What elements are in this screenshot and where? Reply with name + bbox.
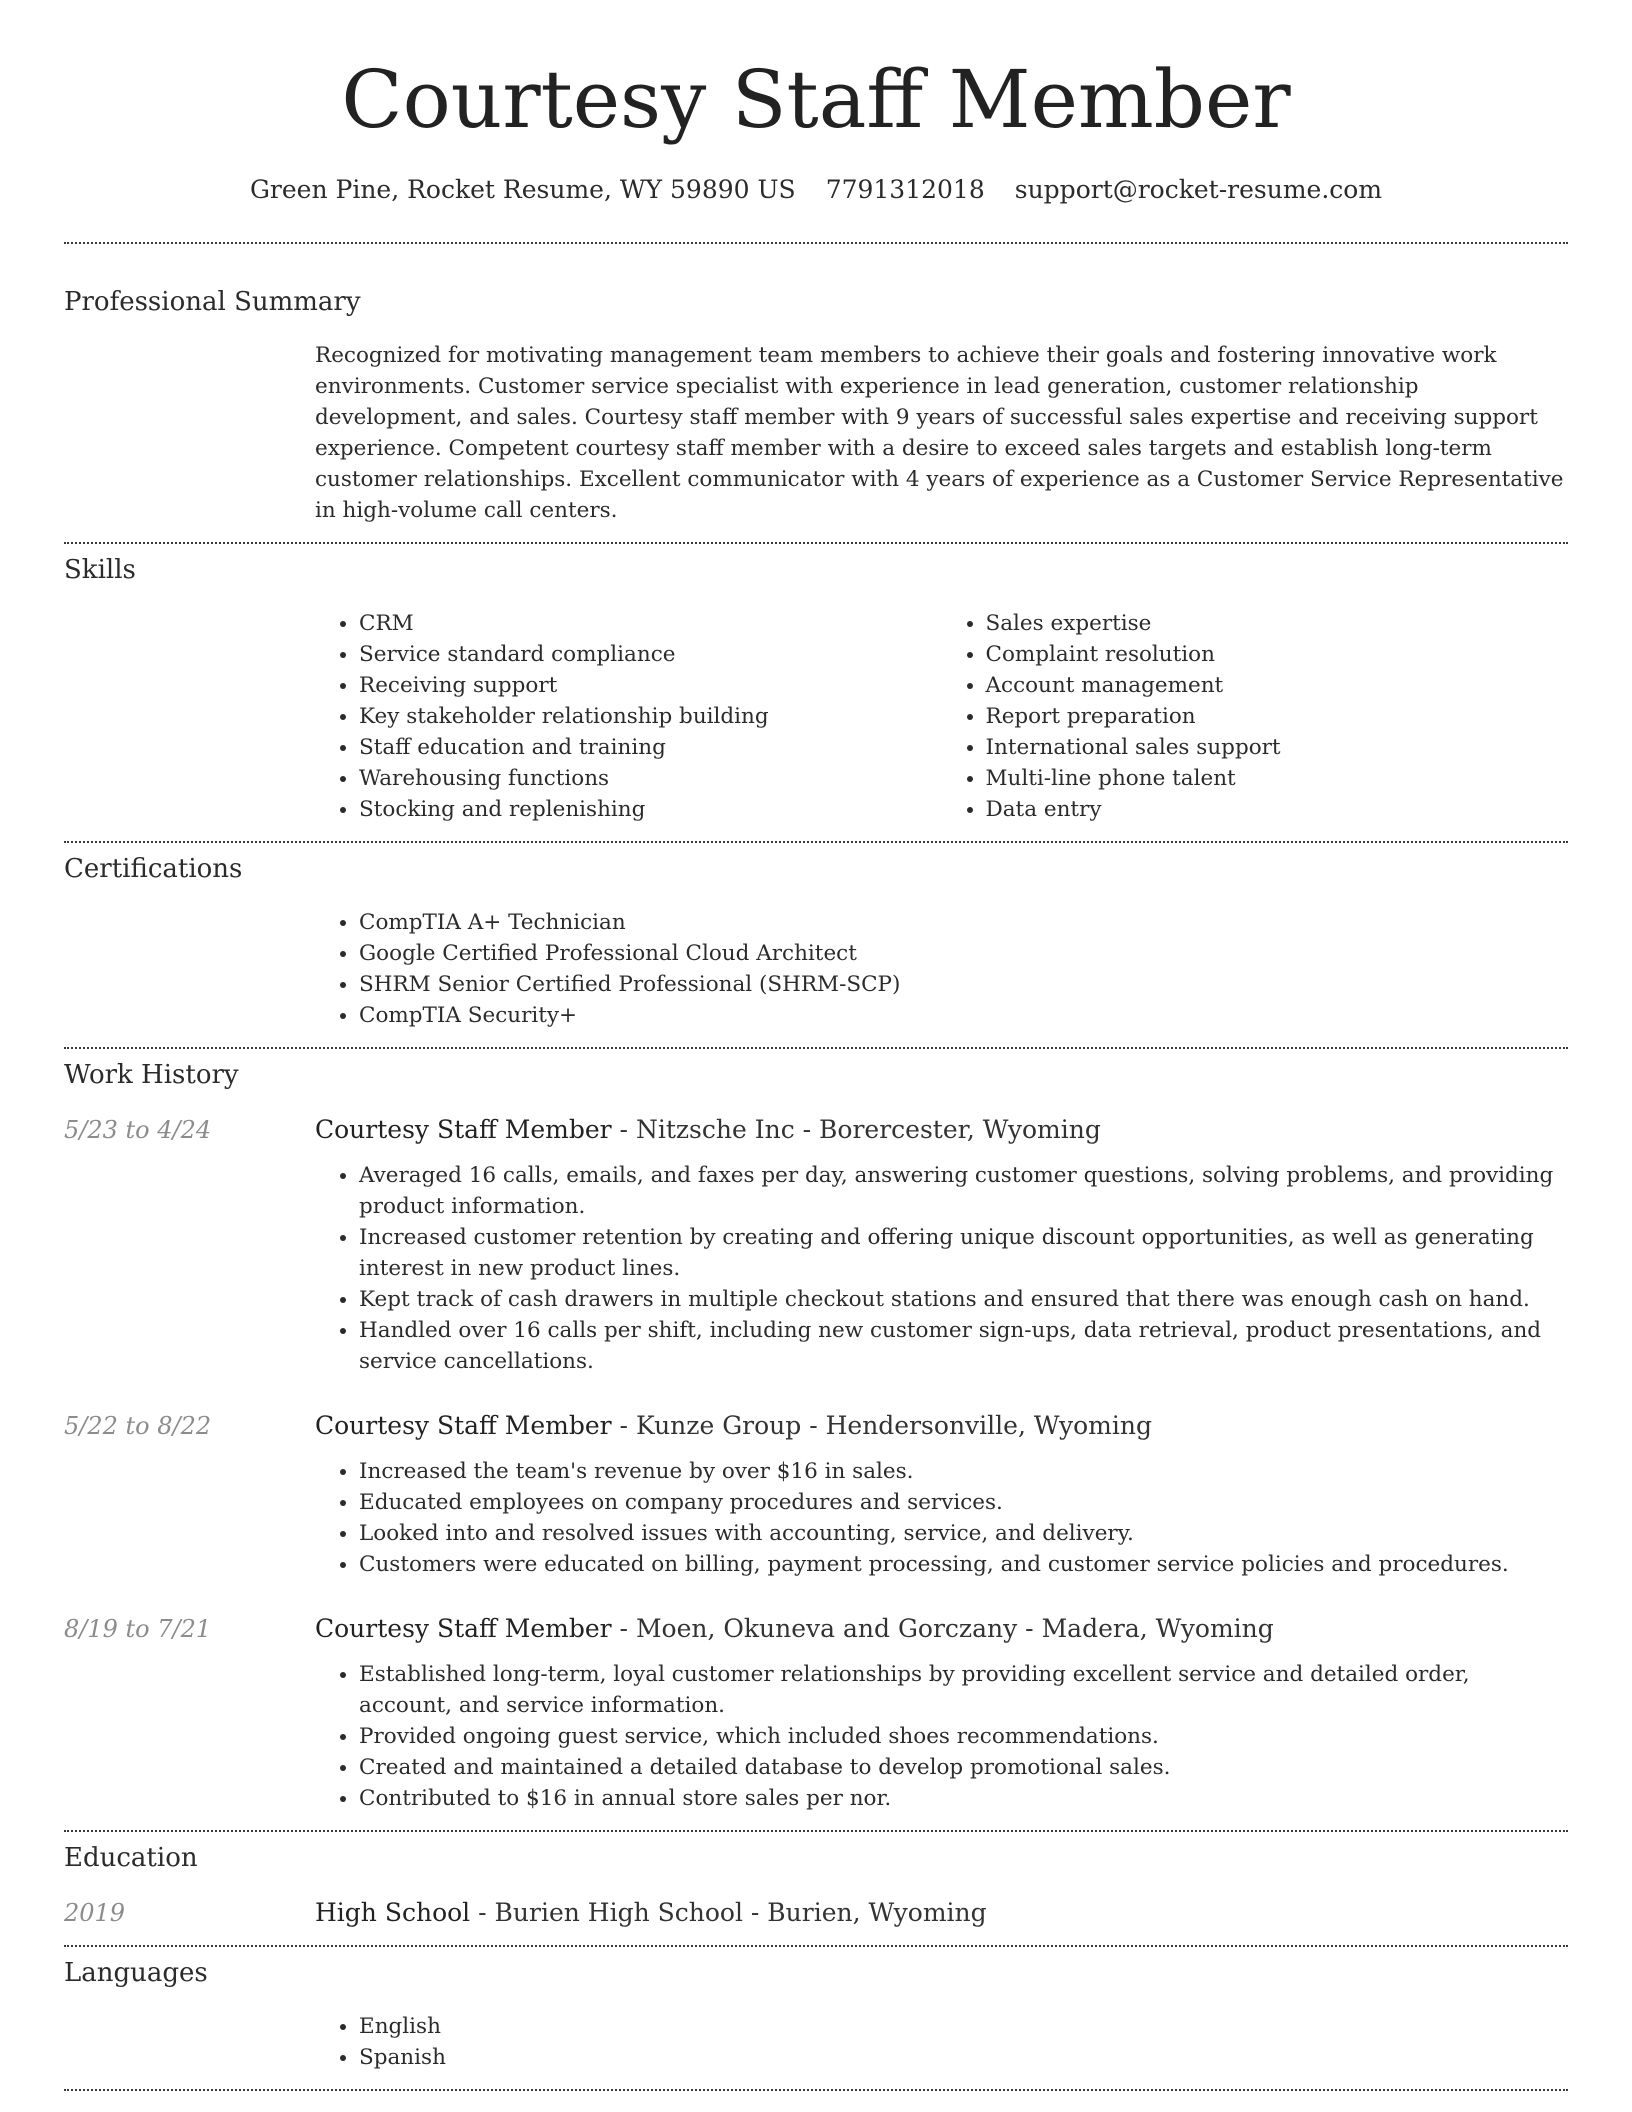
skill-item: • Data entry — [986, 794, 1569, 825]
job-details — [315, 1456, 1568, 1580]
job-role: Courtesy Staff Member — [315, 1614, 612, 1643]
job-bullet: • Looked into and resolved issues with accounting, service, and delivery. — [359, 1518, 1568, 1549]
languages-section — [64, 1947, 1568, 2073]
certification-item: • CompTIA Security+ — [359, 1000, 1568, 1031]
education-entry — [64, 1898, 1568, 1927]
certifications-section — [64, 843, 1568, 1031]
languages-list — [315, 2011, 1568, 2073]
education-heading: Education — [64, 1843, 198, 1873]
summary-text: Recognized for motivating management team members to achieve their goals and fostering innovative work environments. Customer service specialist with experience in lead generation, customer relationship development, and sales. Courtesy staff member with 9 years of successful sales expertise and receiving support experience. Competent courtesy staff member with a desire to exceed sales targets and establish long-term customer relationships. Excellent communicator with 4 years of experience as a Customer Service Representative in high-volume call centers. — [315, 343, 1564, 523]
job-dates: 5/23 to 4/24 — [64, 1116, 212, 1144]
skill-item: • Receiving support — [359, 670, 942, 701]
job-entry — [64, 1411, 1568, 1580]
language-item: • Spanish — [359, 2042, 1568, 2073]
job-bullet: • Kept track of cash drawers in multiple checkout stations and ensured that there was enough cash on hand. — [359, 1284, 1568, 1315]
skill-item: • CRM — [359, 608, 942, 639]
job-bullet: • Increased customer retention by creating and offering unique discount opportunities, as well as generating interest in new product lines. — [359, 1222, 1568, 1284]
contact-line — [64, 174, 1568, 206]
certifications-heading: Certifications — [64, 854, 243, 884]
skills-heading: Skills — [64, 555, 136, 585]
language-item: • English — [359, 2011, 1568, 2042]
contact-phone: 7791312018 — [825, 175, 985, 204]
education-degree: High School — [315, 1898, 471, 1927]
skills-list-right — [942, 608, 1569, 825]
skill-item: • Warehousing functions — [359, 763, 942, 794]
job-header — [64, 1115, 1568, 1144]
skill-item: • Report preparation — [986, 701, 1569, 732]
job-bullet: • Increased the team's revenue by over $16 in sales. — [359, 1456, 1568, 1487]
candidate-name: Courtesy Staff Member — [341, 53, 1291, 146]
job-company-location: - Nitzsche Inc - Borercester, Wyoming — [611, 1115, 1101, 1144]
job-bullet: • Established long-term, loyal customer relationships by providing excellent service and detailed order, account, and service information. — [359, 1659, 1568, 1721]
job-header — [64, 1411, 1568, 1440]
job-bullets — [315, 1160, 1568, 1377]
skills-grid — [315, 608, 1568, 825]
job-header — [64, 1614, 1568, 1643]
skill-item: • Staff education and training — [359, 732, 942, 763]
job-title — [315, 1614, 1274, 1643]
skill-item: • International sales support — [986, 732, 1569, 763]
education-title — [315, 1898, 987, 1927]
education-school-location: - Burien High School - Burien, Wyoming — [470, 1898, 987, 1927]
job-bullet: • Handled over 16 calls per shift, including new customer sign-ups, data retrieval, product presentations, and service cancellations. — [359, 1315, 1568, 1377]
job-bullet: • Educated employees on company procedures and services. — [359, 1487, 1568, 1518]
summary-section — [64, 244, 1568, 526]
languages-divider — [64, 2089, 1568, 2091]
job-entry — [64, 1115, 1568, 1377]
education-section — [64, 1832, 1568, 1927]
job-role: Courtesy Staff Member — [315, 1411, 612, 1440]
certification-item: • Google Certified Professional Cloud Architect — [359, 938, 1568, 969]
summary-content — [315, 340, 1568, 526]
job-dates: 8/19 to 7/21 — [64, 1615, 212, 1643]
job-dates: 5/22 to 8/22 — [64, 1412, 212, 1440]
job-bullet: • Customers were educated on billing, payment processing, and customer service policies and procedures. — [359, 1549, 1568, 1580]
job-entry — [64, 1614, 1568, 1814]
job-details — [315, 1160, 1568, 1377]
skills-list-left — [315, 608, 942, 825]
skills-section — [64, 544, 1568, 825]
skill-item: • Multi-line phone talent — [986, 763, 1569, 794]
work-heading: Work History — [64, 1060, 239, 1090]
job-details — [315, 1659, 1568, 1814]
certification-item: • CompTIA A+ Technician — [359, 907, 1568, 938]
job-bullets — [315, 1659, 1568, 1814]
job-bullets — [315, 1456, 1568, 1580]
certification-item: • SHRM Senior Certified Professional (SHRM-SCP) — [359, 969, 1568, 1000]
contact-address: Green Pine, Rocket Resume, WY 59890 US — [249, 175, 796, 204]
work-section — [64, 1049, 1568, 1814]
summary-heading: Professional Summary — [64, 287, 361, 317]
contact-email: support@rocket-resume.com — [1014, 175, 1383, 204]
job-bullet: • Created and maintained a detailed database to develop promotional sales. — [359, 1752, 1568, 1783]
skill-item: • Service standard compliance — [359, 639, 942, 670]
skill-item: • Sales expertise — [986, 608, 1569, 639]
languages-heading: Languages — [64, 1958, 208, 1988]
job-title — [315, 1115, 1101, 1144]
skill-item: • Complaint resolution — [986, 639, 1569, 670]
job-bullet: • Provided ongoing guest service, which included shoes recommendations. — [359, 1721, 1568, 1752]
job-role: Courtesy Staff Member — [315, 1115, 612, 1144]
education-year: 2019 — [64, 1899, 126, 1927]
certifications-content — [315, 907, 1568, 1031]
certifications-list — [315, 907, 1568, 1031]
job-bullet: • Contributed to $16 in annual store sales per nor. — [359, 1783, 1568, 1814]
skill-item: • Stocking and replenishing — [359, 794, 942, 825]
job-title — [315, 1411, 1152, 1440]
job-company-location: - Moen, Okuneva and Gorczany - Madera, Wyoming — [611, 1614, 1274, 1643]
languages-content — [315, 2011, 1568, 2073]
skill-item: • Account management — [986, 670, 1569, 701]
skill-item: • Key stakeholder relationship building — [359, 701, 942, 732]
job-company-location: - Kunze Group - Hendersonville, Wyoming — [611, 1411, 1152, 1440]
job-bullet: • Averaged 16 calls, emails, and faxes per day, answering customer questions, solving problems, and providing product information. — [359, 1160, 1568, 1222]
